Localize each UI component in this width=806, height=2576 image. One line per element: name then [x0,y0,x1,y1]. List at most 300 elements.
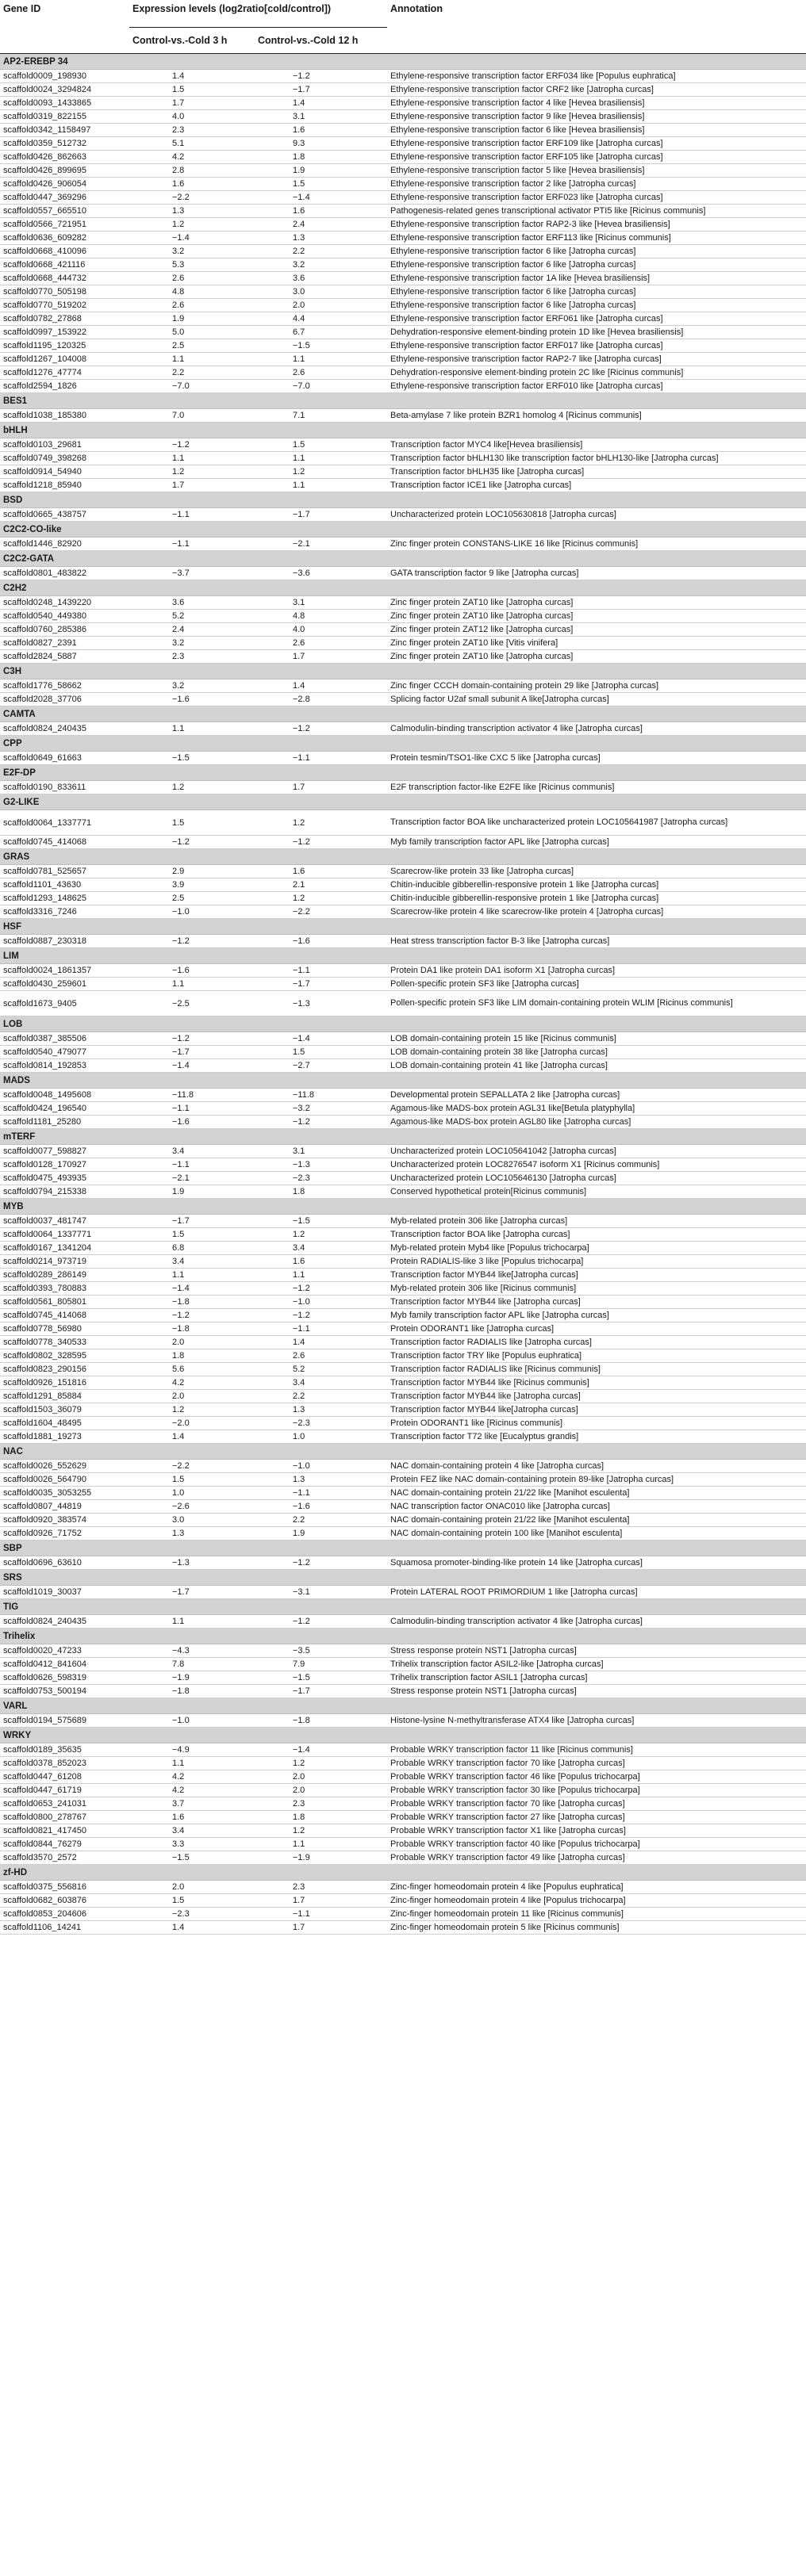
family-group-row [0,1541,806,1556]
table-row [0,285,806,299]
value-12h-cell: −1.4 [255,1743,387,1757]
value-12h-cell: 3.4 [255,1376,387,1390]
annotation-cell: Transcription factor BOA like uncharacterized protein LOC105641987 [Jatropha curcas] [387,810,806,836]
annotation-cell: Agamous-like MADS-box protein AGL80 like [Jatropha curcas] [387,1116,806,1129]
value-12h-cell: −11.8 [255,1089,387,1102]
table-row [0,1644,806,1658]
gene-id-cell: scaffold1604_48495 [0,1417,129,1430]
family-group-row [0,492,806,508]
annotation-cell: GATA transcription factor 9 like [Jatropha curcas] [387,567,806,580]
annotation-cell: Ethylene-responsive transcription factor ERF061 like [Jatropha curcas] [387,312,806,326]
value-3h-cell: −1.4 [129,1282,255,1296]
value-3h-cell: −2.2 [129,191,255,205]
annotation-cell: Uncharacterized protein LOC105646130 [Jatropha curcas] [387,1172,806,1185]
value-12h-cell: 2.2 [255,1390,387,1403]
value-12h-cell: −1.2 [255,836,387,849]
gene-id-cell: scaffold1293_148625 [0,892,129,905]
value-12h-cell: 1.4 [255,679,387,693]
gene-id-cell: scaffold1276_47774 [0,366,129,380]
value-12h-cell: 1.4 [255,97,387,110]
value-12h-cell: −1.1 [255,1487,387,1500]
value-3h-cell: 5.2 [129,610,255,623]
family-group-row [0,1199,806,1215]
annotation-cell: Transcription factor T72 like [Eucalyptus grandis] [387,1430,806,1444]
value-12h-cell: −1.2 [255,722,387,736]
gene-id-cell: scaffold0412_841604 [0,1658,129,1671]
gene-id-cell: scaffold0378_852023 [0,1757,129,1770]
annotation-cell: Ethylene-responsive transcription factor ERF113 like [Ricinus communis] [387,232,806,245]
table-row [0,1514,806,1527]
table-row [0,1215,806,1228]
gene-id-cell: scaffold1503_36079 [0,1403,129,1417]
value-12h-cell: −1.5 [255,1215,387,1228]
table-row [0,1242,806,1255]
annotation-cell: Transcription factor MYB44 like [Jatropha curcas] [387,1296,806,1309]
annotation-cell: Ethylene-responsive transcription factor 6 like [Jatropha curcas] [387,245,806,258]
gene-id-cell: scaffold0190_833611 [0,781,129,794]
value-12h-cell: 3.6 [255,272,387,285]
value-12h-cell: 1.8 [255,1811,387,1824]
annotation-cell: Ethylene-responsive transcription factor 6 like [Jatropha curcas] [387,258,806,272]
gene-id-cell: scaffold1181_25280 [0,1116,129,1129]
value-12h-cell: 1.7 [255,1921,387,1935]
gene-id-cell: scaffold0626_598319 [0,1671,129,1685]
table-row [0,1658,806,1671]
value-12h-cell: 4.0 [255,623,387,637]
table-row [0,1102,806,1116]
family-name: TIG [0,1599,806,1615]
annotation-cell: Protein DA1 like protein DA1 isoform X1 [Jatropha curcas] [387,964,806,978]
value-12h-cell: 1.1 [255,452,387,465]
gene-id-cell: scaffold0794_215338 [0,1185,129,1199]
gene-id-cell: scaffold0289_286149 [0,1269,129,1282]
value-3h-cell: −1.2 [129,836,255,849]
value-12h-cell: 2.2 [255,245,387,258]
family-name: BES1 [0,393,806,409]
annotation-cell: Myb family transcription factor APL like [Jatropha curcas] [387,836,806,849]
gene-id-cell: scaffold3316_7246 [0,905,129,919]
gene-id-cell: scaffold0997_153922 [0,326,129,339]
annotation-cell: Ethylene-responsive transcription factor 9 like [Hevea brasiliensis] [387,110,806,124]
table-row [0,438,806,452]
annotation-cell: Protein tesmin/TSO1-like CXC 5 like [Jatropha curcas] [387,752,806,765]
gene-id-cell: scaffold0800_278767 [0,1811,129,1824]
table-row [0,97,806,110]
value-12h-cell: −1.7 [255,1685,387,1698]
annotation-cell: Protein RADIALIS-like 3 like [Populus trichocarpa] [387,1255,806,1269]
value-3h-cell: −2.5 [129,991,255,1016]
value-12h-cell: 1.1 [255,353,387,366]
value-12h-cell: 2.2 [255,1514,387,1527]
gene-id-cell: scaffold0093_1433865 [0,97,129,110]
table-row [0,272,806,285]
annotation-cell: Zinc finger protein ZAT10 like [Jatropha curcas] [387,650,806,664]
value-12h-cell: −1.9 [255,1851,387,1865]
value-3h-cell: 1.8 [129,1349,255,1363]
family-name: WRKY [0,1728,806,1743]
table-row [0,245,806,258]
value-3h-cell: 2.5 [129,892,255,905]
value-3h-cell: −11.8 [129,1089,255,1102]
value-3h-cell: −1.6 [129,693,255,706]
table-row [0,1282,806,1296]
annotation-cell: LOB domain-containing protein 38 like [Jatropha curcas] [387,1046,806,1059]
table-row [0,596,806,610]
gene-id-cell: scaffold0475_493935 [0,1172,129,1185]
value-12h-cell: 1.2 [255,1757,387,1770]
annotation-cell: Uncharacterized protein LOC105641042 [Jatropha curcas] [387,1145,806,1158]
value-12h-cell: 1.9 [255,164,387,178]
family-name: NAC [0,1444,806,1460]
annotation-cell: Ethylene-responsive transcription factor 6 like [Hevea brasiliensis] [387,124,806,137]
annotation-cell: Probable WRKY transcription factor 49 like [Jatropha curcas] [387,1851,806,1865]
annotation-cell: Protein ODORANT1 like [Ricinus communis] [387,1417,806,1430]
value-3h-cell: 4.2 [129,1784,255,1797]
family-name: AP2-EREBP 34 [0,54,806,70]
value-3h-cell: 2.6 [129,299,255,312]
value-3h-cell: 3.4 [129,1145,255,1158]
value-12h-cell: −1.4 [255,1032,387,1046]
table-row [0,366,806,380]
value-3h-cell: 1.1 [129,452,255,465]
value-3h-cell: −1.1 [129,1158,255,1172]
value-3h-cell: 1.1 [129,978,255,991]
annotation-cell: Ethylene-responsive transcription factor 4 like [Hevea brasiliensis] [387,97,806,110]
annotation-cell: Zinc finger CCCH domain-containing protein 29 like [Jatropha curcas] [387,679,806,693]
value-3h-cell: 1.2 [129,218,255,232]
annotation-cell: Ethylene-responsive transcription factor 2 like [Jatropha curcas] [387,178,806,191]
gene-id-cell: scaffold0167_1341204 [0,1242,129,1255]
annotation-cell: Transcription factor MYC4 like[Hevea brasiliensis] [387,438,806,452]
value-12h-cell: −3.6 [255,567,387,580]
gene-id-cell: scaffold0557_665510 [0,205,129,218]
gene-id-cell: scaffold0426_862663 [0,151,129,164]
value-3h-cell: −1.1 [129,1102,255,1116]
annotation-cell: Pollen-specific protein SF3 like LIM domain-containing protein WLIM [Ricinus communis] [387,991,806,1016]
table-row [0,1046,806,1059]
value-3h-cell: 1.1 [129,1615,255,1629]
value-12h-cell: 1.7 [255,781,387,794]
value-3h-cell: −1.4 [129,1059,255,1073]
value-12h-cell: 1.3 [255,1403,387,1417]
table-row [0,1851,806,1865]
gene-id-cell: scaffold0064_1337771 [0,810,129,836]
family-group-row [0,765,806,781]
gene-id-cell: scaffold0778_340533 [0,1336,129,1349]
family-name: LOB [0,1016,806,1032]
annotation-cell: Transcription factor MYB44 like [Jatropha curcas] [387,1390,806,1403]
value-12h-cell: −2.8 [255,693,387,706]
table-row [0,1714,806,1728]
gene-id-cell: scaffold0926_71752 [0,1527,129,1541]
value-3h-cell: 1.5 [129,1228,255,1242]
annotation-cell: Ethylene-responsive transcription factor ERF109 like [Jatropha curcas] [387,137,806,151]
gene-id-cell: scaffold1291_85884 [0,1390,129,1403]
gene-id-cell: scaffold0540_449380 [0,610,129,623]
annotation-cell: NAC domain-containing protein 100 like [Manihot esculenta] [387,1527,806,1541]
annotation-cell: Transcription factor bHLH130 like transcription factor bHLH130-like [Jatropha curcas] [387,452,806,465]
value-12h-cell: 1.2 [255,465,387,479]
gene-id-cell: scaffold0682_603876 [0,1894,129,1908]
value-3h-cell: 3.7 [129,1797,255,1811]
annotation-cell: Squamosa promoter-binding-like protein 14 like [Jatropha curcas] [387,1556,806,1570]
value-12h-cell: 1.2 [255,1228,387,1242]
family-group-row [0,423,806,438]
value-3h-cell: 1.7 [129,479,255,492]
annotation-cell: Transcription factor MYB44 like [Ricinus communis] [387,1376,806,1390]
gene-id-cell: scaffold1195_120325 [0,339,129,353]
value-3h-cell: 1.4 [129,1921,255,1935]
gene-id-cell: scaffold0665_438757 [0,508,129,522]
value-3h-cell: 5.6 [129,1363,255,1376]
value-3h-cell: 1.9 [129,312,255,326]
gene-id-cell: scaffold0770_505198 [0,285,129,299]
value-3h-cell: −1.3 [129,1556,255,1570]
value-12h-cell: −1.2 [255,1282,387,1296]
value-3h-cell: −1.7 [129,1046,255,1059]
table-row [0,1615,806,1629]
annotation-cell: NAC domain-containing protein 21/22 like [Manihot esculenta] [387,1487,806,1500]
value-12h-cell: −1.7 [255,508,387,522]
table-row [0,1322,806,1336]
value-12h-cell: 2.3 [255,1881,387,1894]
family-name: SBP [0,1541,806,1556]
gene-id-cell: scaffold0887_230318 [0,935,129,948]
value-12h-cell: −1.1 [255,752,387,765]
gene-id-cell: scaffold1267_104008 [0,353,129,366]
family-group-row [0,1129,806,1145]
gene-id-cell: scaffold0447_61208 [0,1770,129,1784]
value-3h-cell: −2.1 [129,1172,255,1185]
family-group-row [0,1865,806,1881]
table-row [0,151,806,164]
annotation-cell: Stress response protein NST1 [Jatropha curcas] [387,1685,806,1698]
value-3h-cell: 4.2 [129,151,255,164]
annotation-cell: Ethylene-responsive transcription factor 6 like [Jatropha curcas] [387,285,806,299]
value-3h-cell: 2.3 [129,124,255,137]
table-row [0,650,806,664]
value-12h-cell: −1.6 [255,1500,387,1514]
value-12h-cell: 3.1 [255,596,387,610]
annotation-cell: LOB domain-containing protein 15 like [Ricinus communis] [387,1032,806,1046]
gene-id-cell: scaffold0802_328595 [0,1349,129,1363]
value-12h-cell: 1.6 [255,1255,387,1269]
annotation-cell: Zinc-finger homeodomain protein 11 like [Ricinus communis] [387,1908,806,1921]
annotation-cell: Transcription factor RADIALIS like [Ricinus communis] [387,1363,806,1376]
table-row [0,1363,806,1376]
value-3h-cell: 3.3 [129,1838,255,1851]
table-row [0,1797,806,1811]
gene-id-cell: scaffold0447_61719 [0,1784,129,1797]
value-3h-cell: 3.2 [129,637,255,650]
gene-id-cell: scaffold0814_192853 [0,1059,129,1073]
family-group-row [0,1073,806,1089]
value-3h-cell: 1.3 [129,1527,255,1541]
gene-id-cell: scaffold1038_185380 [0,409,129,423]
header-expression-levels: Expression levels (log2ratio[cold/control]) [129,0,387,28]
gene-id-cell: scaffold0824_240435 [0,1615,129,1629]
table-row [0,810,806,836]
table-row [0,1811,806,1824]
annotation-cell: Trihelix transcription factor ASIL1 [Jatropha curcas] [387,1671,806,1685]
table-row [0,326,806,339]
annotation-cell: Zinc finger protein CONSTANS-LIKE 16 like [Ricinus communis] [387,538,806,551]
value-12h-cell: −3.1 [255,1586,387,1599]
table-row [0,1417,806,1430]
table-row [0,452,806,465]
family-group-row [0,849,806,865]
gene-id-cell: scaffold0035_3053255 [0,1487,129,1500]
annotation-cell: Myb family transcription factor APL like [Jatropha curcas] [387,1309,806,1322]
value-12h-cell: −1.0 [255,1460,387,1473]
value-12h-cell: −1.3 [255,991,387,1016]
value-3h-cell: −1.5 [129,752,255,765]
table-row [0,935,806,948]
gene-id-cell: scaffold0024_3294824 [0,83,129,97]
annotation-cell: Protein LATERAL ROOT PRIMORDIUM 1 like [Jatropha curcas] [387,1586,806,1599]
family-group-row [0,580,806,596]
value-3h-cell: 2.0 [129,1881,255,1894]
family-group-row [0,1444,806,1460]
family-name: G2-LIKE [0,794,806,810]
gene-id-cell: scaffold0823_290156 [0,1363,129,1376]
table-row [0,1671,806,1685]
annotation-cell: Zinc-finger homeodomain protein 4 like [Populus euphratica] [387,1881,806,1894]
value-12h-cell: 2.6 [255,366,387,380]
value-12h-cell: 6.7 [255,326,387,339]
table-row [0,339,806,353]
gene-id-cell: scaffold0447_369296 [0,191,129,205]
value-3h-cell: 3.0 [129,1514,255,1527]
table-row [0,892,806,905]
table-row [0,1309,806,1322]
gene-id-cell: scaffold0024_1861357 [0,964,129,978]
gene-id-cell: scaffold0426_906054 [0,178,129,191]
gene-id-cell: scaffold0636_609282 [0,232,129,245]
value-12h-cell: 1.6 [255,205,387,218]
value-3h-cell: −1.2 [129,935,255,948]
value-12h-cell: −3.5 [255,1644,387,1658]
table-row [0,1403,806,1417]
table-row [0,380,806,393]
table-row [0,110,806,124]
gene-id-cell: scaffold0430_259601 [0,978,129,991]
table-row [0,978,806,991]
header-cold-12h: Control-vs.-Cold 12 h [255,28,387,54]
value-3h-cell: −1.7 [129,1215,255,1228]
annotation-cell: Protein FEZ like NAC domain-containing protein 89-like [Jatropha curcas] [387,1473,806,1487]
annotation-cell: Ethylene-responsive transcription factor ERF010 like [Jatropha curcas] [387,380,806,393]
value-12h-cell: 1.5 [255,438,387,452]
family-group-row [0,1629,806,1644]
gene-id-cell: scaffold0807_44819 [0,1500,129,1514]
annotation-cell: Uncharacterized protein LOC8276547 isoform X1 [Ricinus communis] [387,1158,806,1172]
annotation-cell: Calmodulin-binding transcription activator 4 like [Jatropha curcas] [387,722,806,736]
gene-id-cell: scaffold2028_37706 [0,693,129,706]
table-row [0,1296,806,1309]
family-name: Trihelix [0,1629,806,1644]
value-3h-cell: −1.4 [129,232,255,245]
gene-id-cell: scaffold2594_1826 [0,380,129,393]
gene-id-cell: scaffold0540_479077 [0,1046,129,1059]
annotation-cell: Beta-amylase 7 like protein BZR1 homolog 4 [Ricinus communis] [387,409,806,423]
annotation-cell: Ethylene-responsive transcription factor 5 like [Hevea brasiliensis] [387,164,806,178]
gene-id-cell: scaffold0189_35635 [0,1743,129,1757]
value-12h-cell: 2.0 [255,299,387,312]
value-3h-cell: 5.3 [129,258,255,272]
value-3h-cell: −2.2 [129,1460,255,1473]
value-12h-cell: 3.1 [255,1145,387,1158]
value-12h-cell: 3.1 [255,110,387,124]
value-12h-cell: 1.1 [255,479,387,492]
annotation-cell: Agamous-like MADS-box protein AGL31 like[Betula platyphylla] [387,1102,806,1116]
annotation-cell: Dehydration-responsive element-binding protein 2C like [Ricinus communis] [387,366,806,380]
value-3h-cell: 5.1 [129,137,255,151]
table-row [0,1473,806,1487]
family-name: VARL [0,1698,806,1714]
gene-id-cell: scaffold0649_61663 [0,752,129,765]
value-12h-cell: 1.3 [255,232,387,245]
value-12h-cell: 7.1 [255,409,387,423]
table-row [0,781,806,794]
gene-id-cell: scaffold0853_204606 [0,1908,129,1921]
family-group-row [0,1599,806,1615]
gene-id-cell: scaffold0077_598827 [0,1145,129,1158]
table-row [0,1556,806,1570]
value-3h-cell: −1.0 [129,905,255,919]
table-row [0,878,806,892]
family-group-row [0,551,806,567]
value-3h-cell: 2.9 [129,865,255,878]
gene-id-cell: scaffold0926_151816 [0,1376,129,1390]
gene-id-cell: scaffold0319_822155 [0,110,129,124]
gene-id-cell: scaffold0393_780883 [0,1282,129,1296]
gene-id-cell: scaffold0801_483822 [0,567,129,580]
value-3h-cell: 1.2 [129,1403,255,1417]
value-3h-cell: −1.0 [129,1714,255,1728]
value-3h-cell: 1.1 [129,1757,255,1770]
value-3h-cell: −4.9 [129,1743,255,1757]
gene-id-cell: scaffold1106_14241 [0,1921,129,1935]
value-12h-cell: −1.6 [255,935,387,948]
value-3h-cell: 3.4 [129,1824,255,1838]
gene-id-cell: scaffold0782_27868 [0,312,129,326]
value-12h-cell: 1.6 [255,865,387,878]
annotation-cell: Probable WRKY transcription factor 27 like [Jatropha curcas] [387,1811,806,1824]
value-3h-cell: 4.2 [129,1376,255,1390]
value-12h-cell: 4.4 [255,312,387,326]
gene-id-cell: scaffold0194_575689 [0,1714,129,1728]
table-row [0,752,806,765]
annotation-cell: Myb-related protein 306 like [Jatropha curcas] [387,1215,806,1228]
gene-id-cell: scaffold0248_1439220 [0,596,129,610]
value-3h-cell: 1.9 [129,1185,255,1199]
gene-id-cell: scaffold1019_30037 [0,1586,129,1599]
gene-id-cell: scaffold0760_285386 [0,623,129,637]
table-row [0,1685,806,1698]
annotation-cell: Trihelix transcription factor ASIL2-like [Jatropha curcas] [387,1658,806,1671]
value-3h-cell: −1.2 [129,438,255,452]
annotation-cell: Transcription factor MYB44 like[Jatropha curcas] [387,1269,806,1282]
value-3h-cell: 4.8 [129,285,255,299]
gene-id-cell: scaffold0387_385506 [0,1032,129,1046]
value-3h-cell: 2.4 [129,623,255,637]
annotation-cell: Ethylene-responsive transcription factor ERF105 like [Jatropha curcas] [387,151,806,164]
value-12h-cell: −3.2 [255,1102,387,1116]
value-12h-cell: 9.3 [255,137,387,151]
value-3h-cell: −1.2 [129,1309,255,1322]
value-3h-cell: −1.9 [129,1671,255,1685]
